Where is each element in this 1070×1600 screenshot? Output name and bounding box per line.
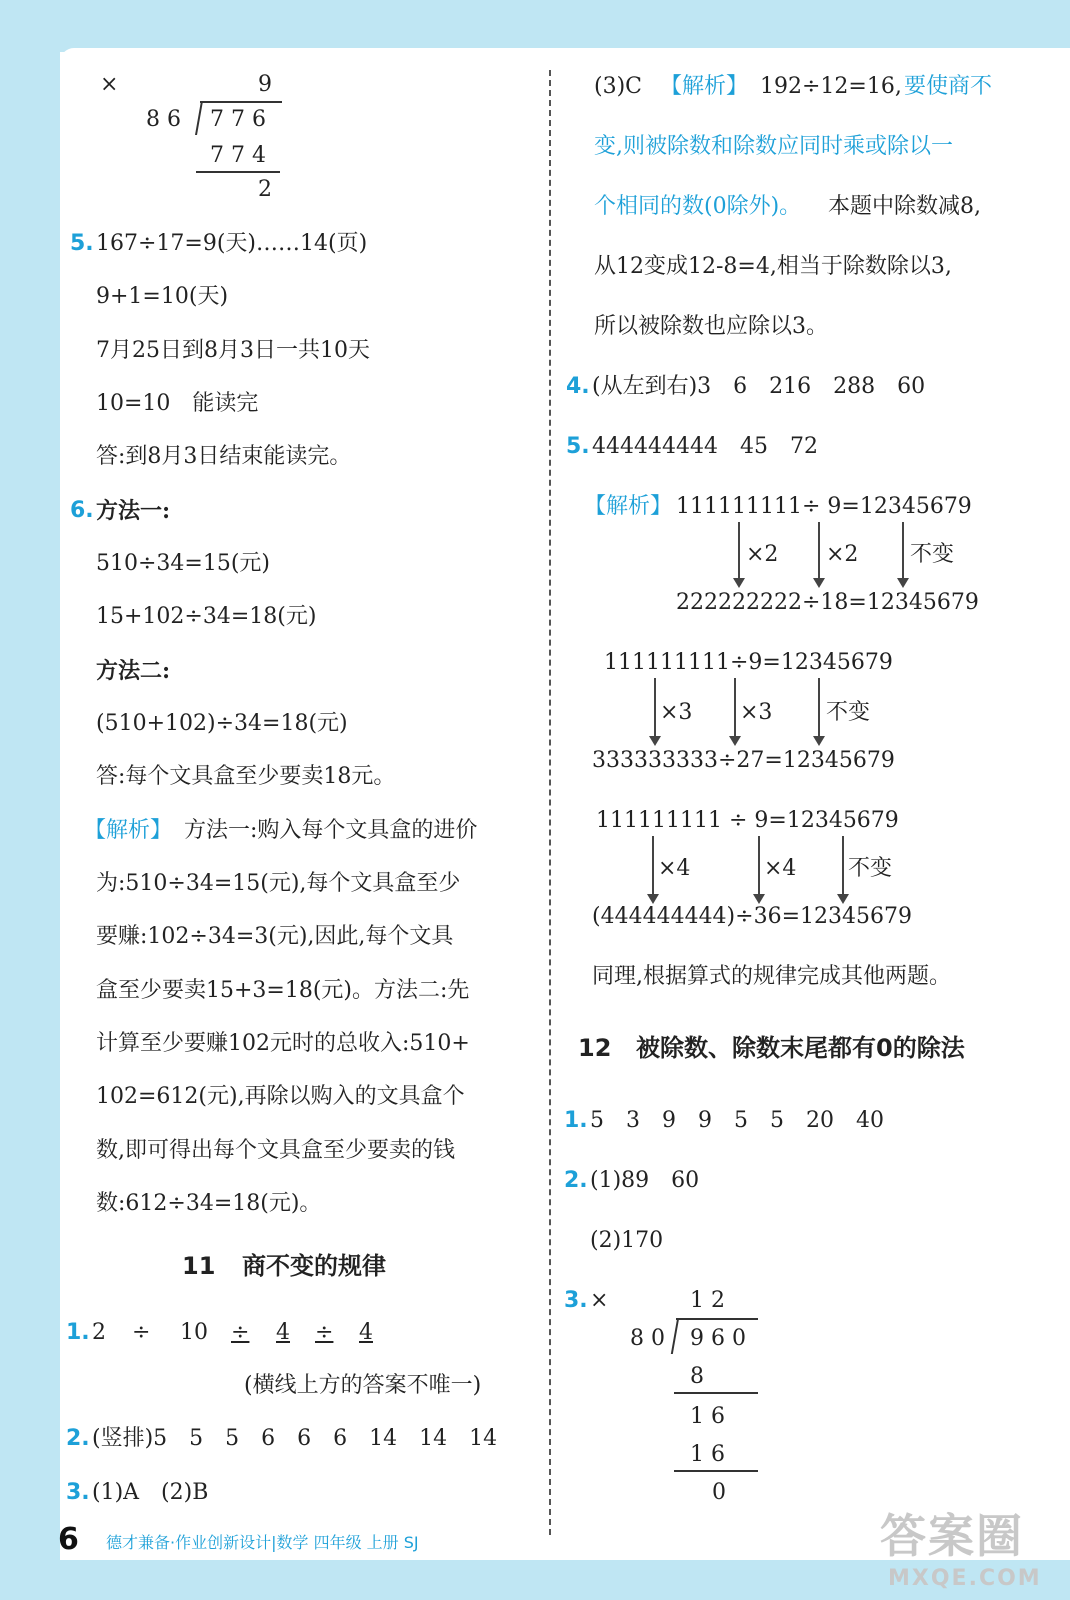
analysis-line1: 方法一:购入每个文具盒的进价 [184,818,478,843]
group3-arrow-2 [758,836,760,902]
method-two-heading: 方法二: [96,658,171,684]
division-dividend: 7 7 6 [210,107,266,132]
group2-label-2: ×3 [740,700,773,725]
s11-q1-val1: 2 [92,1320,106,1345]
r-q5-number: 5. [566,434,590,459]
group1-label-3: 不变 [910,542,955,567]
group3-bottom-equation: (444444444)÷36=12345679 [592,904,912,929]
q3c-analysis-tag: 【解析】 [660,74,749,99]
s11-q1-op3: ÷ [315,1320,334,1345]
s12-subtract-line-1 [674,1392,758,1394]
division-bar [200,101,282,103]
s12-step2: 1 6 [690,1404,725,1429]
r-q4-number: 4. [566,374,590,399]
analysis-line6: 102=612(元),再除以购入的文具盒个 [96,1084,465,1109]
group1-arrow-3 [902,522,904,586]
q6-line2: 15+102÷34=18(元) [96,604,317,629]
r-q5-answers: 444444444 45 72 [592,434,818,459]
q3c-line4: 从12变成12-8=4,相当于除数除以3, [594,254,952,279]
s11-q1-val2: 10 [180,1320,208,1345]
analysis-line5: 计算至少要赚102元时的总收入:510+ [96,1031,470,1056]
group1-bottom-equation: 222222222÷18=12345679 [676,590,979,615]
method-one-heading: 方法一: [96,498,171,524]
s11-q1-op2: ÷ [231,1320,250,1345]
s12-q2-part2: (2)170 [590,1228,664,1253]
group2-label-1: ×3 [660,700,693,725]
s12-q3-mark: × [590,1288,609,1313]
q5-line1: 167÷17=9(天)……14(页) [96,231,368,256]
group3-label-3: 不变 [848,856,893,881]
group3-top-equation: 111111111 ÷ 9=12345679 [596,808,899,833]
section-11-title: 商不变的规律 [242,1252,386,1280]
analysis-tag: 【解析】 [84,818,173,843]
q3c-line5: 所以被除数也应除以3。 [594,314,828,339]
q6-line3: (510+102)÷34=18(元) [96,711,348,736]
group3-arrow-1 [652,836,654,902]
analysis-line2: 为:510÷34=15(元),每个文具盒至少 [96,871,461,896]
q3c-line3b: 本题中除数减8, [828,194,981,219]
analysis-line4: 盒至少要卖15+3=18(元)。方法二:先 [96,978,470,1003]
group1-top-equation: 111111111÷ 9=12345679 [676,494,972,519]
q5-line2: 9+1=10(天) [96,284,229,309]
column-divider [549,70,551,1535]
q5-number: 5. [70,231,94,256]
s12-division-bar [676,1318,758,1320]
s11-q3-answers: (1)A (2)B [92,1480,209,1505]
s11-q1-note: (横线上方的答案不唯一) [244,1373,482,1398]
q3c-line2: 变,则被除数和除数应同时乘或除以一 [594,134,953,159]
analysis-line8: 数:612÷34=18(元)。 [96,1191,322,1216]
q3c-line3a: 个相同的数(0除外)。 [594,194,802,219]
q3c-line1b: 要使商不 [904,74,993,99]
q3c-prefix: (3)C [594,74,642,99]
analysis-conclusion: 同理,根据算式的规律完成其他两题。 [592,964,951,989]
page-number: 6 [58,1522,79,1557]
s11-q1-val4: 4 [359,1320,373,1345]
section-12-title: 被除数、除数末尾都有0的除法 [636,1034,965,1062]
division-product: 7 7 4 [210,143,266,168]
s11-q3-number: 3. [66,1480,90,1505]
group1-label-2: ×2 [826,542,859,567]
group2-arrow-3 [818,678,820,744]
q3c-line1a: 192÷12=16, [760,74,902,99]
s12-step1: 8 [690,1364,704,1389]
s12-q2-part1: (1)89 60 [590,1168,700,1193]
s11-q1-op1: ÷ [132,1320,151,1345]
s12-q1-number: 1. [564,1108,588,1133]
s12-step3: 1 6 [690,1442,725,1467]
q5-answer: 答:到8月3日结束能读完。 [96,444,352,469]
wrong-mark: × [100,72,119,97]
group3-arrow-3 [842,836,844,902]
group3-label-1: ×4 [658,856,691,881]
subtract-line [196,171,280,173]
s11-q1-val3: 4 [276,1320,290,1345]
s12-q3-number: 3. [564,1288,588,1313]
watermark-line1: 答案圈 [880,1509,1024,1563]
analysis-line3: 要赚:102÷34=3(元),因此,每个文具 [96,924,454,949]
q5-line4: 10=10 能读完 [96,391,259,416]
division-divisor: 8 6 [146,107,181,132]
s12-q2-number: 2. [564,1168,588,1193]
q6-answer: 答:每个文具盒至少要卖18元。 [96,764,396,789]
division-remainder: 2 [258,177,272,202]
r-analysis-tag: 【解析】 [584,494,673,519]
q6-line1: 510÷34=15(元) [96,551,271,576]
analysis-line7: 数,即可得出每个文具盒至少要卖的钱 [96,1138,455,1163]
section-11-number: 11 [182,1252,216,1280]
q5-line3: 7月25日到8月3日一共10天 [96,338,370,363]
s12-subtract-line-2 [674,1470,758,1472]
s12-division-dividend: 9 6 0 [690,1326,746,1351]
watermark-logo [880,1500,1040,1590]
group1-label-1: ×2 [746,542,779,567]
s12-q1-answers: 5 3 9 9 5 5 20 40 [590,1108,884,1133]
group2-label-3: 不变 [826,700,871,725]
group2-top-equation: 111111111÷9=12345679 [604,650,893,675]
q6-number: 6. [70,498,94,523]
section-12-number: 12 [578,1034,612,1062]
left-frame-band [0,0,60,1600]
group2-arrow-2 [734,678,736,744]
s12-division-divisor: 8 0 [630,1326,665,1351]
s11-q2-answers: (竖排)5 5 5 6 6 6 14 14 14 [92,1426,498,1451]
s11-q1-number: 1. [66,1320,90,1345]
division-quotient: 9 [258,72,272,97]
group1-arrow-2 [818,522,820,586]
s11-q2-number: 2. [66,1426,90,1451]
footer-text: 德才兼备·作业创新设计|数学 四年级 上册 SJ [106,1533,419,1552]
top-frame-band [0,0,1070,52]
r-q4-answers: (从左到右)3 6 216 288 60 [592,374,926,399]
group2-bottom-equation: 333333333÷27=12345679 [592,748,895,773]
group1-arrow-1 [738,522,740,586]
watermark-line2: MXQE.COM [888,1566,1042,1591]
s12-remainder: 0 [712,1480,726,1505]
group3-label-2: ×4 [764,856,797,881]
s12-division-quotient: 1 2 [690,1288,725,1313]
group2-arrow-1 [654,678,656,744]
